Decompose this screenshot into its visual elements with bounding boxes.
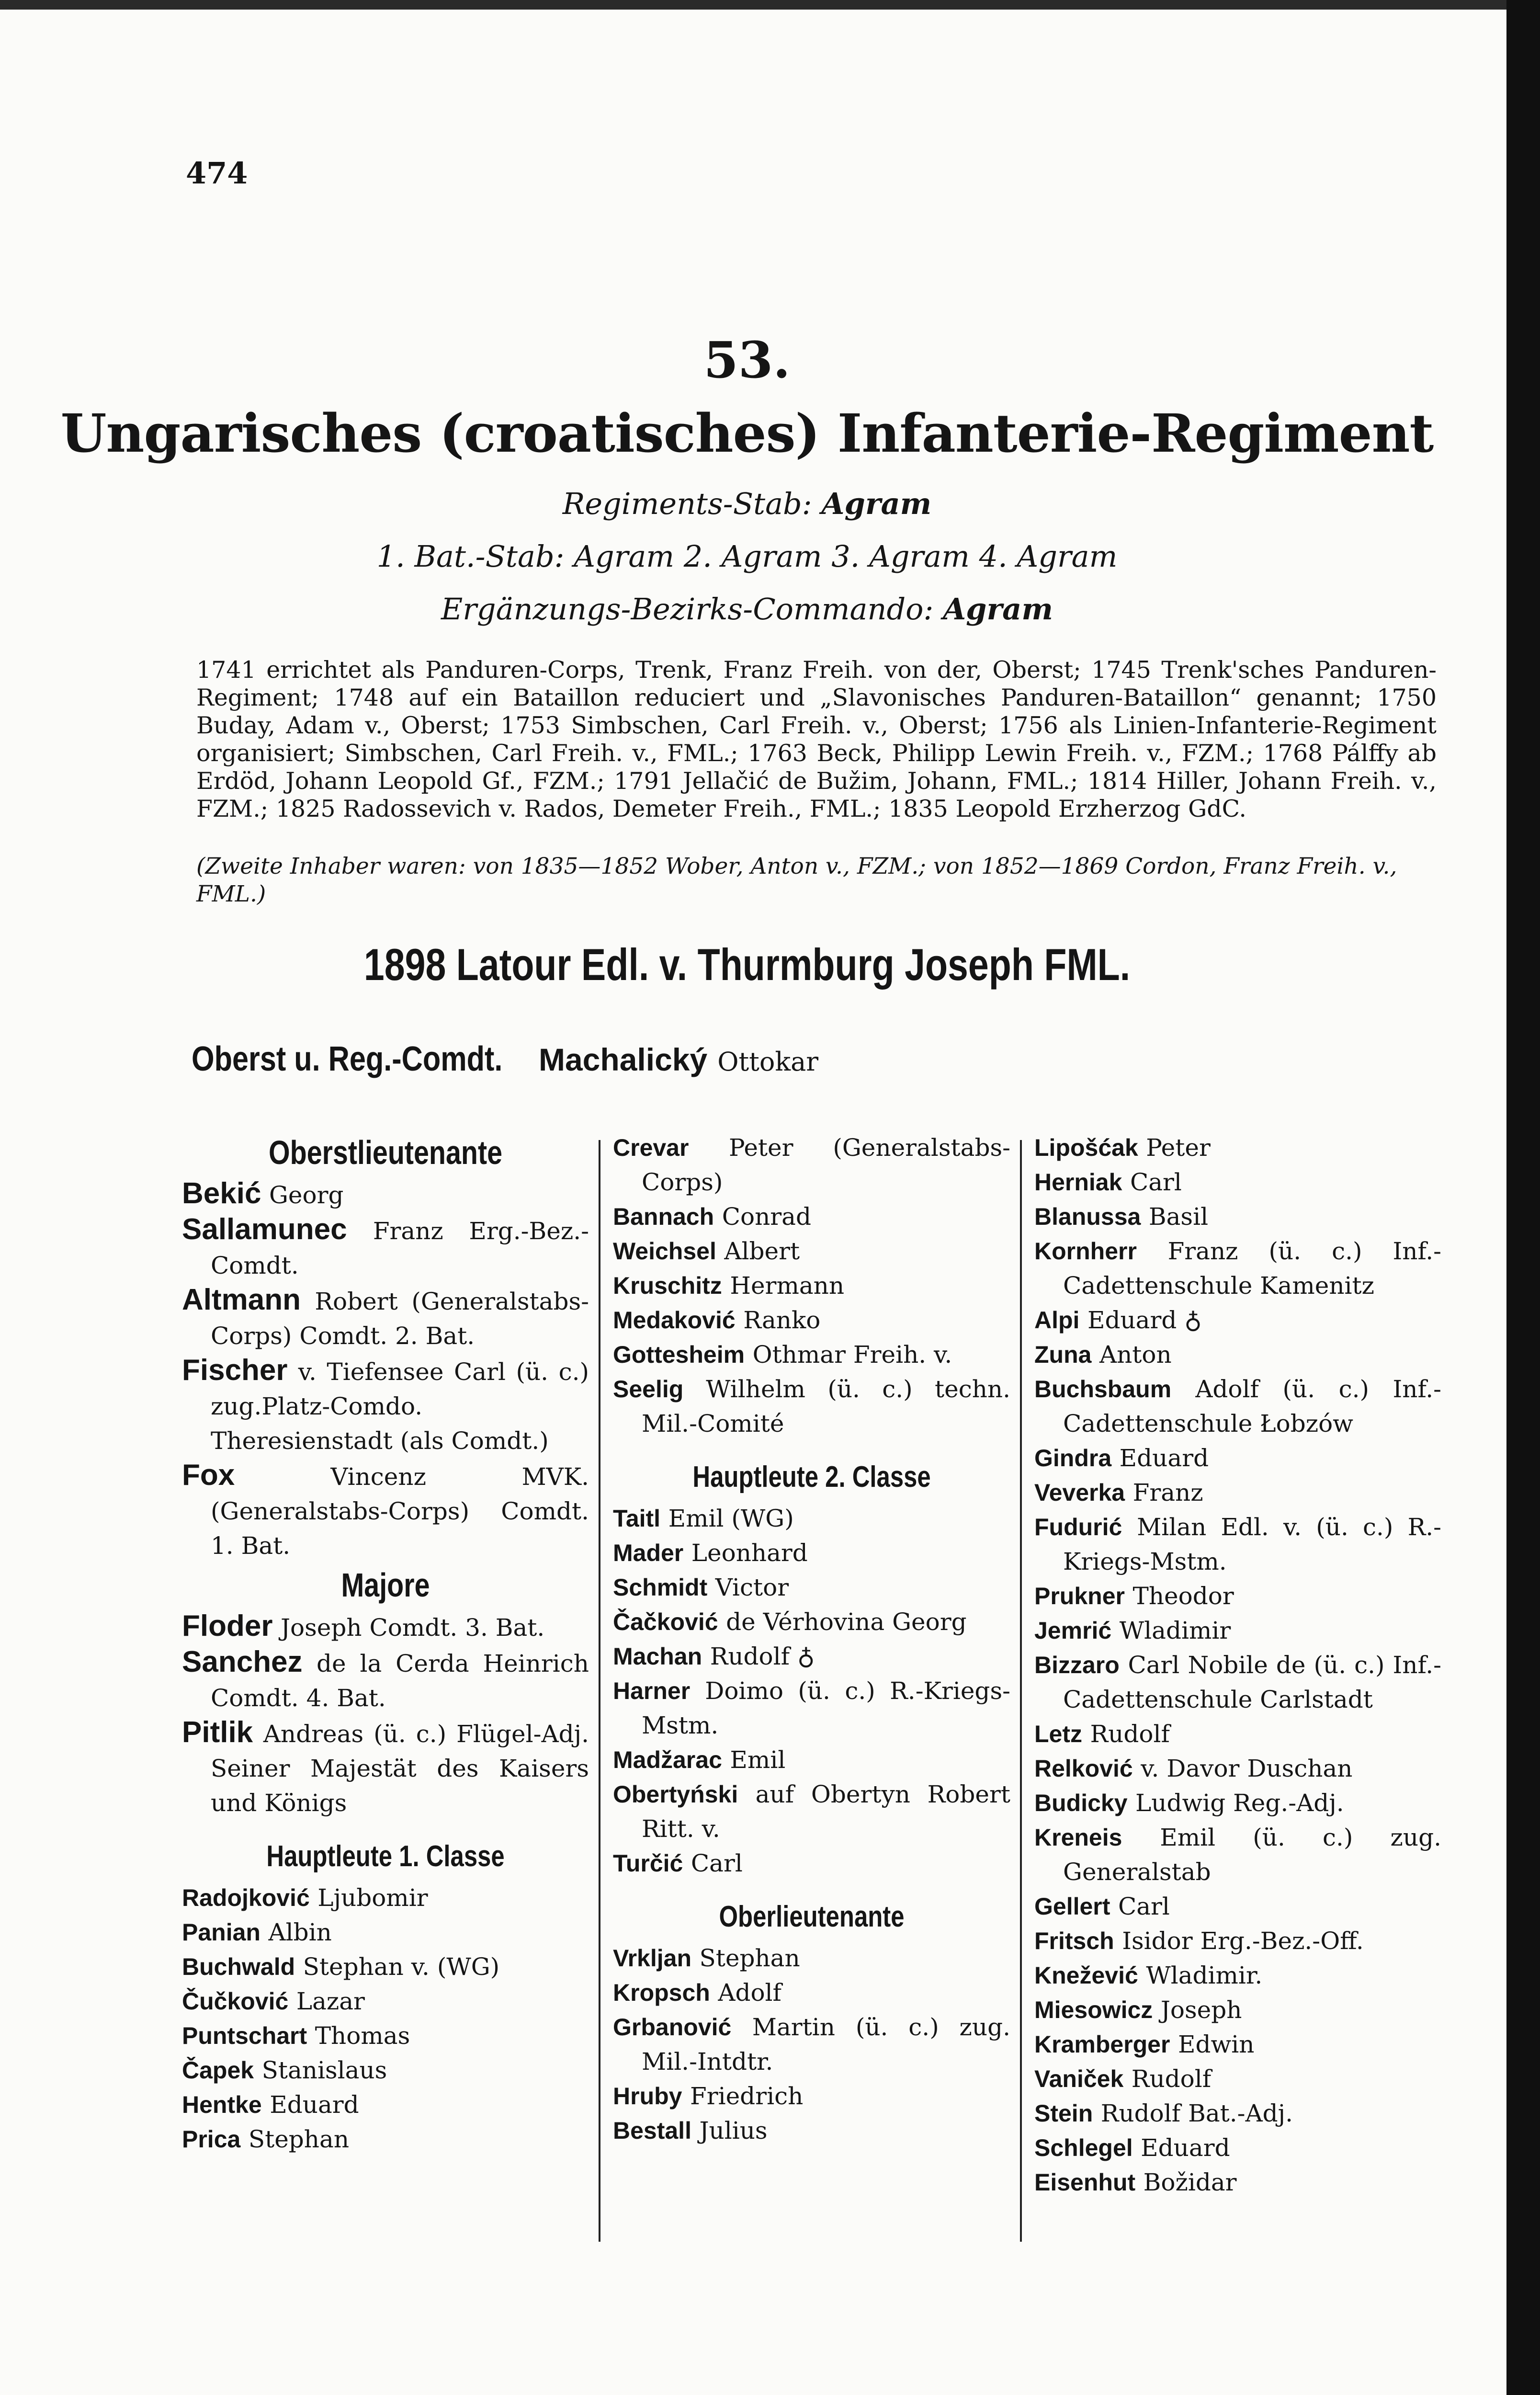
regiment-number: 53. [703,331,791,389]
officer-surname: Kruschitz [613,1272,722,1299]
colonel-label: Oberst u. Reg.-Comdt. [192,1040,503,1078]
officer-details: Anton [1099,1341,1172,1369]
officer-surname: Gellert [1034,1893,1110,1920]
officer-surname: Altmann [182,1283,301,1316]
officer-details: auf Obertyn Robert Ritt. v. [642,1780,1010,1843]
officer-surname: Jemrić [1034,1617,1112,1644]
list-hauptleute-2 [613,1501,1010,1881]
officer-details: v. Davor Duschan [1141,1755,1353,1782]
officer-entry [1034,2165,1441,2200]
officer-details: Lazar [296,1987,365,2015]
officer-details: Ljubomir [317,1884,428,1912]
officer-details: Rudolf Bat.-Adj. [1100,2099,1293,2127]
officer-details: Eduard [1119,1444,1209,1472]
officer-entry [613,1639,1010,1674]
officer-entry [1034,1441,1441,1475]
officer-details: Emil (WG) [668,1505,794,1532]
officer-surname: Puntschart [182,2022,307,2049]
officer-details: Wladimir [1119,1617,1231,1644]
officer-entry [613,1303,1010,1337]
officer-surname: Vrkljan [613,1945,691,1972]
officer-surname: Zuna [1034,1341,1092,1368]
officer-entry [1034,1579,1441,1613]
officer-details: Rudolf [1131,2065,1212,2093]
officer-details: Ludwig Reg.-Adj. [1135,1789,1344,1817]
officer-details: Carl [691,1849,743,1877]
officer-surname: Sanchez [182,1645,303,1678]
officer-entry [1034,1924,1441,1958]
officer-surname: Knežević [1034,1962,1138,1989]
heading-oberlieutenante: Oberlieutenante [719,1900,905,1933]
officer-entry [182,1353,589,1458]
officer-entry [182,1176,589,1212]
officer-details: Robert (Generalstabs-Corps) Comdt. 2. Bat. [211,1288,589,1350]
officer-surname: Prukner [1034,1583,1125,1609]
officer-surname: Panian [182,1919,260,1946]
officer-details: Wilhelm (ü. c.) techn. Mil.-Comité [642,1375,1010,1437]
officer-surname: Lipošćak [1034,1134,1138,1161]
officer-surname: Floder [182,1609,273,1642]
page-title: Ungarisches (croatisches) Infanterie-Regiment [60,402,1434,464]
officer-surname: Schmidt [613,1574,708,1601]
officer-details: de la Cerda Heinrich Comdt. 4. Bat. [211,1650,589,1712]
officer-details: Carl [1130,1168,1182,1196]
officer-entry [613,1743,1010,1777]
officer-entry [182,1645,589,1715]
officer-entry [1034,1130,1441,1165]
officer-entry [182,1984,589,2019]
officer-surname: Bestall [613,2117,691,2144]
officer-surname: Gottesheim [613,1341,745,1368]
officer-details: Emil (ü. c.) zug. Generalstab [1063,1824,1441,1886]
list-oberlieutenante [613,1941,1010,2148]
officer-surname: Fox [182,1459,235,1492]
officer-surname: Fudurić [1034,1514,1122,1540]
officer-details: Andreas (ü. c.) Flügel-Adj. Seiner Majestät des Kaisers und Königs [211,1720,589,1817]
officer-details: Martin (ü. c.) zug. Mil.-Intdtr. [642,2013,1011,2076]
officer-details: Joseph [1160,1996,1242,2024]
officer-entry [1034,1234,1441,1303]
officer-surname: Buchsbaum [1034,1376,1172,1403]
officer-surname: Blanussa [1034,1203,1141,1230]
officer-surname: Hentke [182,2091,262,2118]
officer-details: Milan Edl. v. (ü. c.) R.-Kriegs-Mstm. [1063,1513,1442,1575]
officer-entry [182,1881,589,1915]
officer-details: Carl Nobile de (ü. c.) Inf.-Cadettenschule Carlstadt [1063,1651,1441,1713]
officer-surname: Weichsel [613,1238,716,1265]
officer-surname: Mader [613,1540,684,1566]
list-hauptleute-1-cont [613,1130,1010,1441]
officer-entry [1034,1303,1441,1337]
officer-details: Doimo (ü. c.) R.-Kriegs-Mstm. [642,1677,1010,1739]
officer-surname: Obertyński [613,1781,738,1808]
officer-details: Eduard ♁ [1087,1306,1202,1334]
officer-surname: Relković [1034,1755,1133,1782]
officer-entry [613,1570,1010,1605]
officer-details: Adolf [718,1979,782,2007]
officer-entry [613,1674,1010,1743]
officer-entry [1034,1993,1441,2027]
officer-entry [613,1975,1010,2010]
column-1 [182,1130,589,2156]
officer-details: Leonhard [691,1539,808,1567]
ergaenzung-value: Agram [943,592,1053,627]
officer-surname: Sallamunec [182,1213,347,1246]
column-2 [613,1130,1010,2148]
regiment-owner: 1898 Latour Edl. v. Thurmburg Joseph FML. [363,939,1131,990]
regiments-stab-label: Regiments-Stab: [562,486,812,521]
officer-surname: Machan [613,1643,702,1670]
officer-details: Stephan v. (WG) [303,1953,500,1981]
officer-details: Eduard [1141,2134,1230,2162]
officer-details: Peter (Generalstabs-Corps) [642,1134,1011,1196]
column-divider-2 [1020,1140,1022,2242]
heading-hauptleute-2: Hauptleute 2. Classe [692,1460,931,1494]
officer-entry [1034,1648,1441,1717]
officer-entry [182,1915,589,1950]
list-majore [182,1609,589,1820]
officer-surname: Hruby [613,2083,682,2110]
officer-entry [1034,2131,1441,2165]
officer-details: v. Tiefensee Carl (ü. c.) zug.Platz-Comdo. Theresienstadt (als Comdt.) [211,1358,589,1455]
officer-surname: Fischer [182,1354,288,1387]
officer-details: Thomas [315,2022,410,2050]
officer-surname: Kropsch [613,1979,710,2006]
officer-entry [1034,1751,1441,1786]
officer-details: Ranko [743,1306,821,1334]
officer-entry [182,2019,589,2053]
officer-entry [613,1777,1010,1846]
officer-surname: Miesowicz [1034,1996,1153,2023]
officer-surname: Veverka [1034,1479,1125,1506]
officer-details: Joseph Comdt. 3. Bat. [280,1614,545,1642]
list-oberlieutenante-cont [1034,1130,1441,2200]
officer-entry [182,1283,589,1353]
officer-surname: Seelig [613,1376,684,1403]
officer-surname: Herniak [1034,1169,1122,1196]
regiments-stab-line [0,486,1494,521]
officer-surname: Madžarac [613,1746,722,1773]
officer-details: Emil [730,1746,786,1774]
officer-entry [1034,1337,1441,1372]
officer-surname: Grbanović [613,2014,732,2041]
heading-hauptleute-1: Hauptleute 1. Classe [266,1840,505,1873]
officer-details: Stephan [248,2125,350,2153]
officer-surname: Schlegel [1034,2134,1133,2161]
officer-entry [613,1234,1010,1268]
officer-surname: Budicky [1034,1790,1128,1816]
officer-surname: Čučković [182,1988,289,2015]
officer-entry [613,1337,1010,1372]
officer-details: Božidar [1143,2168,1237,2196]
column-divider-1 [599,1140,600,2242]
officer-details: de Vérhovina Georg [726,1608,967,1636]
officer-details: Eduard [270,2091,359,2119]
officer-details: Hermann [730,1272,845,1300]
officer-surname: Pitlik [182,1716,253,1749]
scan-right-edge [1506,0,1540,2395]
officer-entry [1034,1958,1441,1993]
officer-surname: Radojković [182,1884,310,1911]
officer-details: Stephan [699,1944,800,1972]
officer-details: Peter [1146,1134,1211,1162]
second-owners-note: (Zweite Inhaber waren: von 1835—1852 Wober, Anton v., FZM.; von 1852—1869 Cordon, Franz Freih. v., FML.) [196,853,1397,907]
officer-entry [613,1941,1010,1975]
officer-surname: Buchwald [182,1953,295,1980]
officer-surname: Kornherr [1034,1238,1137,1265]
officer-details: Othmar Freih. v. [752,1341,952,1369]
officer-entry [613,1372,1010,1441]
officer-entry [1034,1510,1441,1579]
regiments-stab-value: Agram [821,486,932,521]
officer-surname: Vaniček [1034,2065,1124,2092]
column-3 [1034,1130,1441,2200]
officer-details: Edwin [1178,2030,1255,2058]
officer-entry [1034,2027,1441,2062]
officer-surname: Crevar [613,1134,689,1161]
officer-entry [182,2087,589,2122]
officer-details: Adolf (ü. c.) Inf.-Cadettenschule Łobzów [1063,1375,1441,1437]
officer-entry [1034,1372,1441,1441]
officer-entry [1034,1820,1441,1889]
officer-entry [182,1609,589,1645]
officer-surname: Čačković [613,1608,718,1635]
officer-entry [182,1212,589,1283]
officer-details: Conrad [722,1203,811,1231]
officer-surname: Prica [182,2126,241,2153]
officer-entry [613,2010,1010,2079]
officer-surname: Taitl [613,1505,661,1532]
officer-entry [613,1130,1010,1199]
officer-surname: Bizzaro [1034,1652,1120,1678]
officer-entry [182,1950,589,1984]
officer-surname: Čapek [182,2057,254,2084]
page-number: 474 [186,156,248,191]
officer-entry [1034,1613,1441,1648]
officer-surname: Stein [1034,2100,1093,2127]
battalions-line: 1. Bat.-Stab: Agram 2. Agram 3. Agram 4. Agram [376,539,1118,574]
officer-surname: Fritsch [1034,1927,1114,1954]
officer-entry [1034,1889,1441,1924]
officer-details: Rudolf [1090,1720,1170,1748]
officer-details: Victor [715,1574,789,1601]
officer-surname: Letz [1034,1721,1082,1747]
officer-details: Albert [724,1237,800,1265]
officer-details: Franz (ü. c.) Inf.-Cadettenschule Kamenitz [1063,1237,1441,1300]
officer-entry [613,1501,1010,1536]
officer-details: Stanislaus [261,2056,387,2084]
ergaenzung-line [0,592,1494,627]
officer-entry [1034,2096,1441,2131]
officer-entry [613,1199,1010,1234]
officer-details: Georg [269,1181,344,1209]
officer-surname: Gindra [1034,1445,1112,1471]
officer-details: Albin [268,1918,332,1946]
colonel-forename: Ottokar [717,1047,819,1077]
list-oberstlieutenante [182,1176,589,1563]
officer-details: Friedrich [690,2082,804,2110]
regiment-history: 1741 errichtet als Panduren-Corps, Trenk, Franz Freih. von der, Oberst; 1745 Trenk'sches Panduren-Regiment; 1748 auf ein Bataillon reduciert und „Slavonisches Panduren-Bataillon“ genannt; 1750 Buday, Adam v., Oberst; 1753 Simbschen, Carl Freih. v., Oberst; 1756 als Linien-Infanterie-Regiment organisiert; Simbschen, Carl Freih. v., FML.; 1763 Beck, Philipp Lewin Freih. v., FZM.; 1768 Pálffy ab Erdöd, Johann Leopold Gf., FZM.; 1791 Jellačić de Bužim, Johann, FML.; 1814 Hiller, Johann Freih. v., FZM.; 1825 Radossevich v. Rados, Demeter Freih., FML.; 1835 Leopold Erzherzog GdC. [196,656,1437,822]
heading-majore: Majore [341,1566,430,1604]
officer-entry [182,1458,589,1563]
officer-details: Theodor [1132,1582,1234,1610]
list-hauptleute-1 [182,1881,589,2156]
officer-entry [613,2079,1010,2113]
colonel-surname: Machalický [539,1042,708,1077]
officer-entry [1034,1717,1441,1751]
officer-surname: Kreneis [1034,1824,1122,1851]
officer-details: Basil [1148,1203,1209,1231]
officer-entry [182,2053,589,2087]
officer-entry [613,1605,1010,1639]
officer-details: Franz Erg.-Bez.-Comdt. [211,1217,589,1279]
officer-details: Isidor Erg.-Bez.-Off. [1122,1927,1364,1955]
officer-surname: Eisenhut [1034,2169,1136,2196]
officer-surname: Kramberger [1034,2031,1170,2058]
officer-surname: Harner [613,1677,691,1704]
officer-entry [182,1715,589,1820]
officer-entry [613,1536,1010,1570]
officer-entry [182,2122,589,2156]
officer-surname: Medaković [613,1307,736,1334]
officer-entry [1034,1165,1441,1199]
officer-surname: Bekić [182,1177,261,1210]
officer-entry [1034,1786,1441,1820]
officer-entry [1034,1199,1441,1234]
scan-top-edge [0,0,1540,10]
officer-entry [613,1846,1010,1881]
officer-surname: Alpi [1034,1307,1080,1334]
colonel-line [192,1039,818,1079]
officer-details: Franz [1132,1479,1203,1506]
officer-surname: Turčić [613,1850,683,1877]
officer-surname: Bannach [613,1203,714,1230]
officer-details: Vincenz MVK. (Generalstabs-Corps) Comdt. 1. Bat. [211,1463,589,1560]
officer-details: Julius [699,2117,768,2144]
officer-details: Carl [1118,1893,1170,1920]
officer-entry [613,1268,1010,1303]
officer-details: Wladimir. [1146,1962,1263,1989]
officer-entry [1034,2062,1441,2096]
officer-entry [613,2113,1010,2148]
heading-oberstlieutenante: Oberstlieutenante [268,1134,503,1171]
ergaenzung-label: Ergänzungs-Bezirks-Commando: [441,592,934,627]
officer-entry [1034,1475,1441,1510]
officer-details: Rudolf ♁ [710,1642,815,1670]
